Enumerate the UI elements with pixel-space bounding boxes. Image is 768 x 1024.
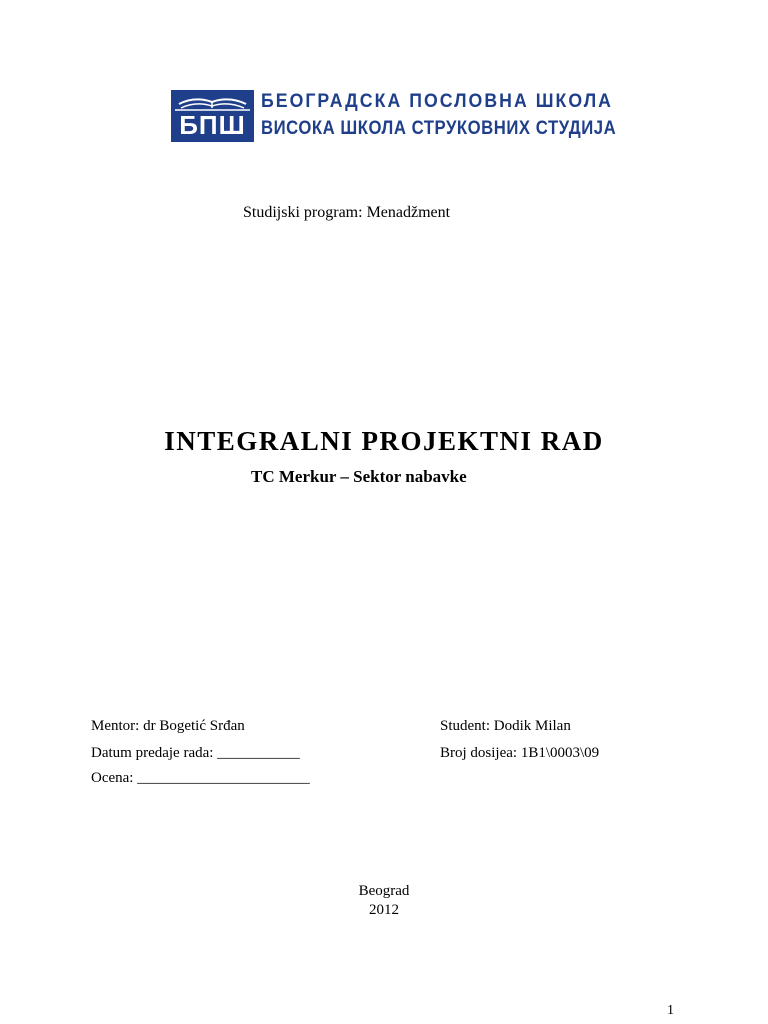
grade-line: Ocena: _______________________ (91, 770, 310, 786)
study-program-value: Menadžment (366, 204, 451, 221)
logo-abbreviation: БПШ (179, 110, 246, 140)
mentor-line: Mentor: dr Bogetić Srđan (91, 718, 245, 734)
logo-school-type: ВИСОКА ШКОЛА СТРУКОВНИХ СТУДИЈА (261, 118, 617, 139)
school-logo (171, 88, 617, 144)
study-program-label: Studijski program: (243, 204, 363, 221)
document-title: INTEGRALNI PROJEKTNI RAD (164, 426, 604, 456)
document-subtitle: TC Merkur – Sektor nabavke (251, 467, 467, 486)
city: Beograd (358, 883, 410, 899)
year: 2012 (369, 902, 399, 918)
submission-date-line: Datum predaje rada: ___________ (91, 745, 300, 761)
logo-emblem (171, 90, 254, 142)
logo-school-name: БЕОГРАДСКА ПОСЛОВНА ШКОЛА (261, 91, 613, 112)
page-number: 1 (667, 1003, 674, 1018)
study-program (243, 204, 450, 222)
file-number-line: Broj dosijea: 1B1\0003\09 (440, 745, 600, 761)
student-line: Student: Dodik Milan (440, 718, 571, 734)
